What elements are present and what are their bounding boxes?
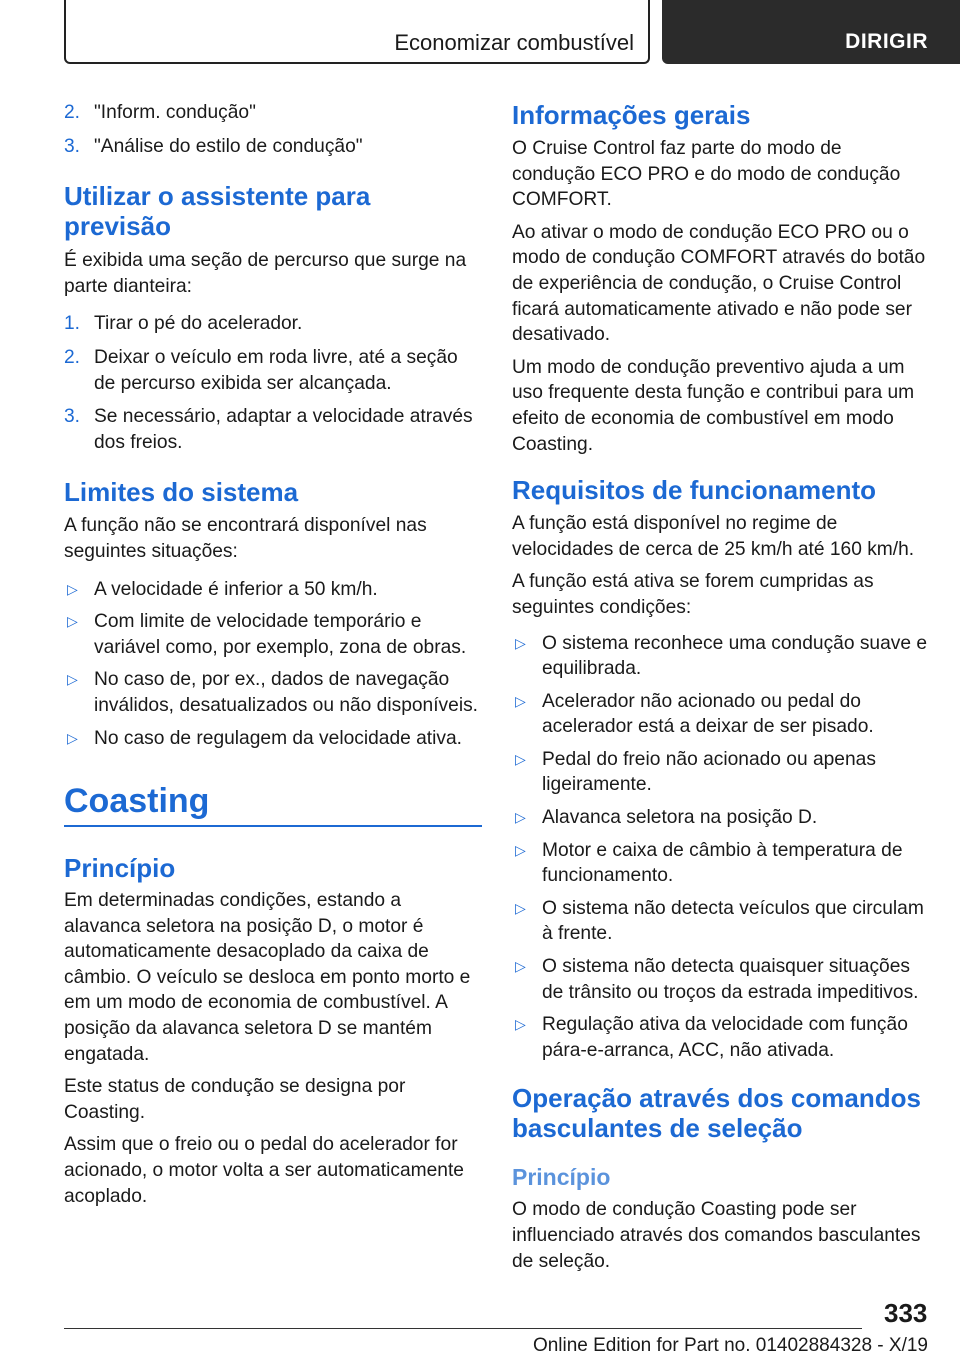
bullet-text: A velocidade é inferior a 50 km/h. xyxy=(94,578,378,600)
step-item xyxy=(64,345,482,396)
step-number: 2. xyxy=(64,346,81,368)
bullet-item xyxy=(64,577,482,603)
bullet-item xyxy=(512,1012,928,1063)
bullet-item xyxy=(64,609,482,660)
principle-paragraph-1: Em determinadas condições, estando a alavanca seletora na posição D, o motor é automaticamente desacoplado da caixa de câmbio. O veículo se desloca em ponto morto e em um modo de economia de combustível. A posição da alavanca seletora D se mantém engatada. xyxy=(64,890,471,1065)
bullet-icon: ▷ xyxy=(67,580,78,597)
general-paragraph-2: Ao ativar o modo de condução ECO PRO ou o modo de condução COMFORT através do botão de experiência de condução, o Cruise Control ficará automaticamente ativado e não pode ser desativado. xyxy=(512,221,926,346)
bullet-icon: ▷ xyxy=(515,750,526,767)
bullet-icon: ▷ xyxy=(515,809,526,826)
right-column xyxy=(512,100,928,1281)
bullet-item xyxy=(512,805,928,831)
bullet-text: Alavanca seletora na posição D. xyxy=(542,807,818,829)
bullet-text: O sistema não detecta veículos que circulam à frente. xyxy=(542,897,924,945)
bullet-text: No caso de, por ex., dados de navegação inválidos, desatualizados ou não disponíveis. xyxy=(94,669,479,716)
bullet-text: Com limite de velocidade temporário e variável como, por exemplo, zona de obras. xyxy=(94,611,467,658)
bullet-item xyxy=(512,954,928,1005)
principle-heading: Princípio xyxy=(64,853,176,884)
principle-paragraph-2: Este status de condução se designa por Coasting. xyxy=(64,1076,406,1123)
bullet-icon: ▷ xyxy=(67,671,78,688)
left-column xyxy=(64,100,482,1216)
list-text: "Inform. condução" xyxy=(94,102,256,123)
bullet-item xyxy=(512,838,928,889)
requirements-heading: Requisitos de funcionamento xyxy=(512,475,877,506)
bullet-text: Regulação ativa da velocidade com função pára-e-arranca, ACC, não ativada. xyxy=(542,1014,908,1061)
step-text: Se necessário, adaptar a velocidade através dos freios. xyxy=(94,406,473,453)
bullet-icon: ▷ xyxy=(67,729,78,746)
operation-heading: Operação através dos comandos basculantes de seleção xyxy=(512,1083,921,1144)
step-item xyxy=(64,311,482,337)
step-text: Tirar o pé do acelerador. xyxy=(94,313,303,335)
general-paragraph-3: Um modo de condução preventivo ajuda a um uso frequente desta função e contribui para um efeito de economia de combustível em modo Coasting. xyxy=(512,356,915,455)
bullet-item xyxy=(512,631,928,682)
preview-heading: Utilizar o assistente para previsão xyxy=(64,181,371,242)
limits-intro: A função não se encontrará disponível nas seguintes situações: xyxy=(64,515,427,562)
list-item xyxy=(64,134,482,160)
requirements-paragraph-2: A função está ativa se forem cumpridas as seguintes condições: xyxy=(512,571,874,618)
list-text: "Análise do estilo de condução" xyxy=(94,135,363,157)
requirements-paragraph-1: A função está disponível no regime de velocidades de cerca de 25 km/h até 160 km/h. xyxy=(512,513,915,560)
bullet-icon: ▷ xyxy=(515,899,526,916)
bullet-icon: ▷ xyxy=(515,634,526,651)
header-section-tab xyxy=(64,0,650,64)
general-heading: Informações gerais xyxy=(512,100,751,130)
bullet-icon: ▷ xyxy=(515,692,526,709)
bullet-item xyxy=(512,689,928,740)
page-number: 333 xyxy=(884,1298,928,1328)
footer-edition: Online Edition for Part no. 01402884328 - X/19 xyxy=(532,1335,928,1356)
step-text: Deixar o veículo em roda livre, até a seção de percurso exibida ser alcançada. xyxy=(94,346,458,394)
operation-subheading: Princípio xyxy=(512,1164,611,1191)
bullet-text: O sistema reconhece uma condução suave e equilibrada. xyxy=(542,632,928,680)
bullet-item xyxy=(512,896,928,947)
bullet-icon: ▷ xyxy=(515,958,526,975)
bullet-item xyxy=(64,726,482,752)
bullet-text: Pedal do freio não acionado ou apenas ligeiramente. xyxy=(542,748,876,796)
list-item xyxy=(64,100,482,126)
limits-heading: Limites do sistema xyxy=(64,477,299,508)
bullet-item xyxy=(64,667,482,718)
preview-intro: É exibida uma seção de percurso que surge na parte dianteira: xyxy=(64,250,467,297)
bullet-text: No caso de regulagem da velocidade ativa. xyxy=(94,727,462,749)
bullet-icon: ▷ xyxy=(515,841,526,858)
bullet-text: O sistema não detecta quaisquer situações de trânsito ou troços da estrada impeditivos. xyxy=(542,956,919,1003)
bullet-item xyxy=(512,747,928,798)
principle-paragraph-3: Assim que o freio ou o pedal do acelerador for acionado, o motor volta a ser automaticamente acoplado. xyxy=(64,1134,464,1207)
general-paragraph-1: O Cruise Control faz parte do modo de condução ECO PRO e do modo de condução COMFORT. xyxy=(512,138,901,211)
step-number: 3. xyxy=(64,406,81,428)
section-title: Economizar combustível xyxy=(394,30,634,55)
bullet-text: Acelerador não acionado ou pedal do acelerador está a deixar de ser pisado. xyxy=(542,690,874,738)
chapter-title: DIRIGIR xyxy=(845,30,928,53)
title-divider xyxy=(64,825,482,827)
list-number: 2. xyxy=(64,102,81,123)
step-item xyxy=(64,404,482,455)
bullet-icon: ▷ xyxy=(515,1016,526,1033)
step-number: 1. xyxy=(64,313,81,335)
operation-paragraph: O modo de condução Coasting pode ser influenciado através dos comandos basculantes de seleção. xyxy=(512,1199,921,1272)
bullet-text: Motor e caixa de câmbio à temperatura de funcionamento. xyxy=(542,839,903,887)
header-chapter-tab xyxy=(662,0,960,64)
footer-divider xyxy=(64,1328,862,1329)
bullet-icon: ▷ xyxy=(67,613,78,630)
coasting-title: Coasting xyxy=(64,782,210,821)
list-number: 3. xyxy=(64,135,81,157)
